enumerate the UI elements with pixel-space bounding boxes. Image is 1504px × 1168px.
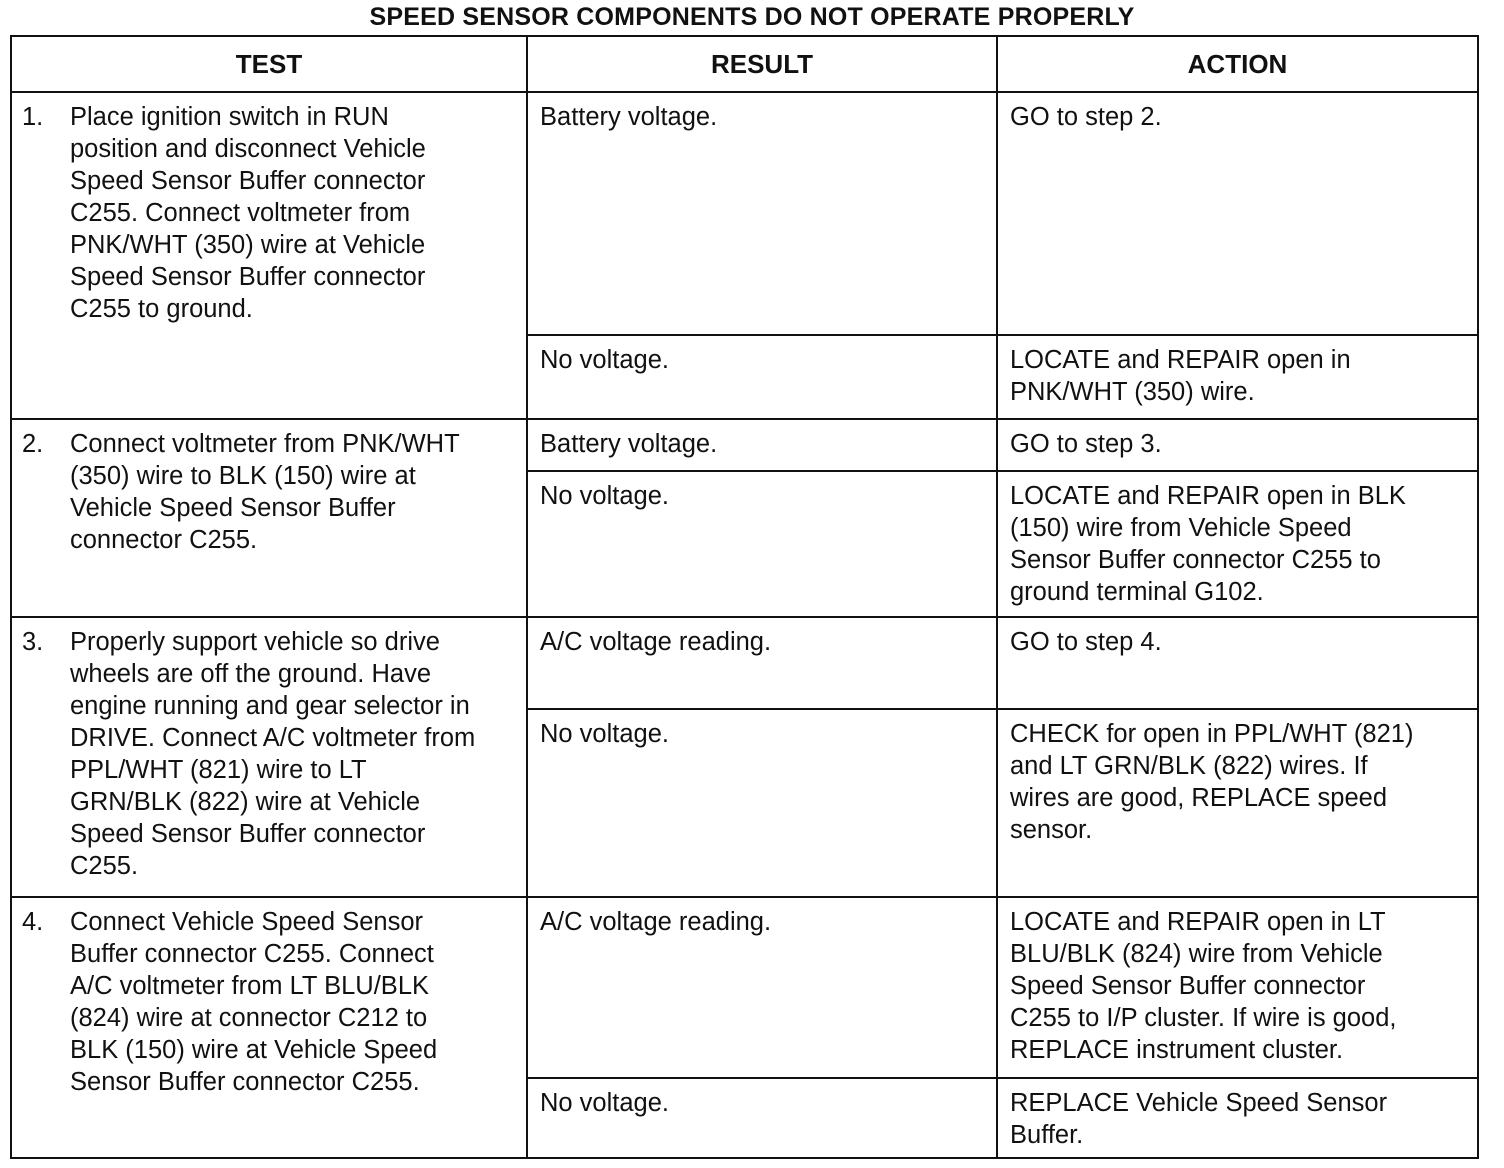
action-text: GO to step 2. [1010, 103, 1162, 131]
action-text: GO to step 4. [1010, 628, 1162, 656]
result-cell [527, 471, 997, 617]
result-cell [527, 897, 997, 1078]
action-text: REPLACE Vehicle Speed Sensor Buffer. [1010, 1089, 1388, 1149]
table-row [11, 419, 1478, 471]
test-cell [11, 617, 527, 897]
result-cell [527, 709, 997, 897]
diagnostic-table [10, 35, 1479, 1159]
action-cell [997, 471, 1478, 617]
result-cell [527, 617, 997, 709]
step-number: 3. [22, 628, 44, 656]
result-text: No voltage. [540, 482, 669, 510]
test-description: Properly support vehicle so drive wheels are off the ground. Have engine running and gear selector in DRIVE. Connect A/C voltmeter from PPL/WHT (821) wire to LT GRN/BLK (822) wire at Vehicle Speed Sensor Buffer connector C255. [70, 628, 476, 880]
test-description: Connect Vehicle Speed Sensor Buffer connector C255. Connect A/C voltmeter from LT BLU/BLK (824) wire at connector C212 to BLK (150) wire at Vehicle Speed Sensor Buffer connector C255. [70, 908, 438, 1096]
test-cell [11, 419, 527, 617]
action-cell [997, 92, 1478, 335]
result-cell [527, 419, 997, 471]
result-text: Battery voltage. [540, 430, 718, 458]
step-number: 4. [22, 908, 44, 936]
action-cell [997, 1078, 1478, 1158]
action-text: CHECK for open in PPL/WHT (821) and LT GRN/BLK (822) wires. If wires are good, REPLACE speed sensor. [1010, 720, 1414, 844]
page-title: SPEED SENSOR COMPONENTS DO NOT OPERATE PROPERLY [369, 3, 1135, 31]
result-text: A/C voltage reading. [540, 628, 772, 656]
test-description: Place ignition switch in RUN position and disconnect Vehicle Speed Sensor Buffer connector C255. Connect voltmeter from PNK/WHT (350) wire at Vehicle Speed Sensor Buffer connector C255 to ground. [70, 103, 426, 323]
action-cell [997, 897, 1478, 1078]
result-text: No voltage. [540, 720, 669, 748]
result-cell [527, 1078, 997, 1158]
result-text: Battery voltage. [540, 103, 718, 131]
result-cell [527, 92, 997, 335]
result-text: A/C voltage reading. [540, 908, 772, 936]
table-row [11, 617, 1478, 709]
action-cell [997, 335, 1478, 419]
action-text: LOCATE and REPAIR open in PNK/WHT (350) wire. [1010, 346, 1351, 406]
step-number: 2. [22, 430, 44, 458]
action-text: LOCATE and REPAIR open in LT BLU/BLK (824) wire from Vehicle Speed Sensor Buffer connector C255 to I/P cluster. If wire is good, REPLACE instrument cluster. [1010, 908, 1397, 1064]
result-text: No voltage. [540, 346, 669, 374]
test-cell [11, 897, 527, 1158]
action-text: LOCATE and REPAIR open in BLK (150) wire from Vehicle Speed Sensor Buffer connector C255 to ground terminal G102. [1010, 482, 1406, 606]
test-cell [11, 92, 527, 419]
header-row [11, 36, 1478, 92]
header-test: TEST [11, 36, 527, 92]
action-text: GO to step 3. [1010, 430, 1162, 458]
action-cell [997, 709, 1478, 897]
action-cell [997, 419, 1478, 471]
result-cell [527, 335, 997, 419]
test-description: Connect voltmeter from PNK/WHT (350) wire to BLK (150) wire at Vehicle Speed Sensor Buffer connector C255. [70, 430, 460, 554]
table-row [11, 897, 1478, 1078]
step-number: 1. [22, 103, 44, 131]
header-action: ACTION [997, 36, 1478, 92]
action-cell [997, 617, 1478, 709]
result-text: No voltage. [540, 1089, 669, 1117]
header-result: RESULT [527, 36, 997, 92]
table-row [11, 92, 1478, 335]
